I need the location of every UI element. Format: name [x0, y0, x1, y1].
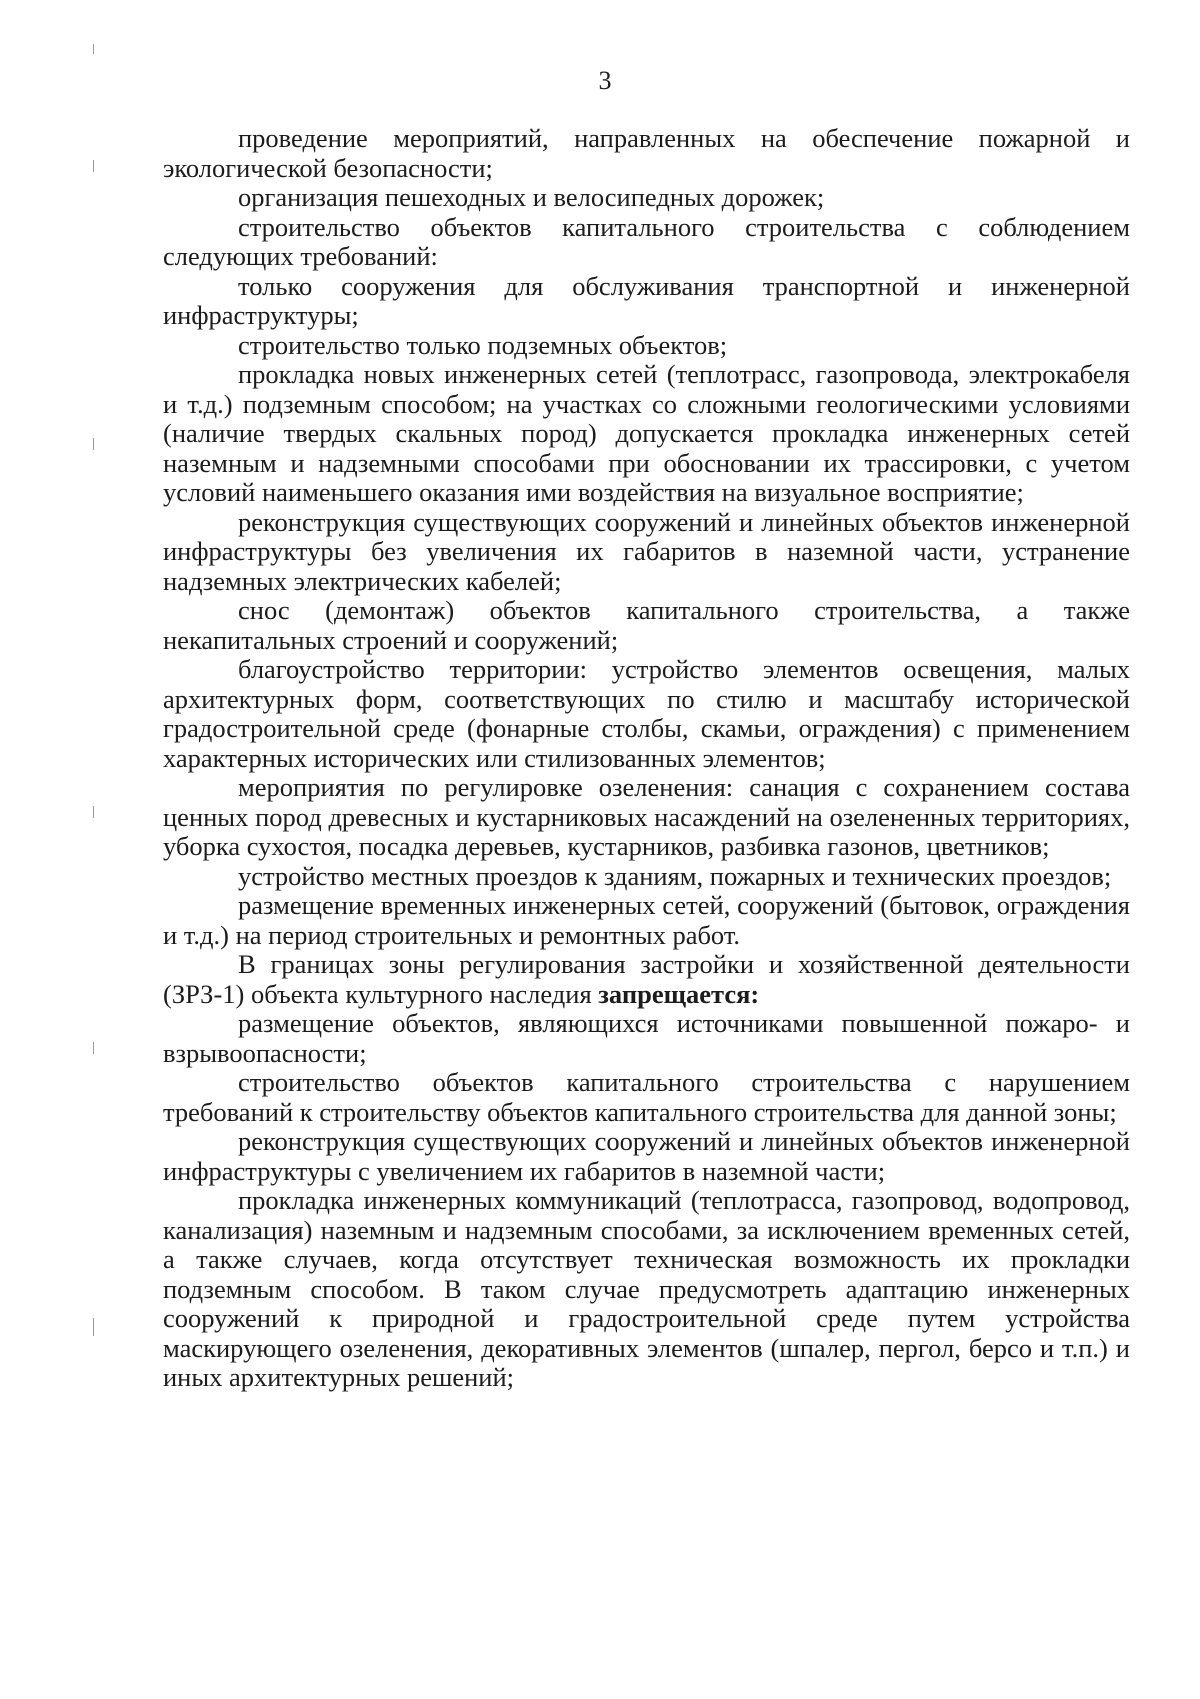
document-body — [163, 124, 1130, 1393]
page-number: 3 — [598, 66, 612, 95]
paragraph: реконструкция существующих сооружений и линейных объектов инженерной инфраструктуры без увеличения их габаритов в наземной части, устранение надземных электрических кабелей; — [163, 506, 1130, 596]
paragraph: строительство объектов капитального строительства с нарушением требований к строительству объектов капитального строительства для данной зоны; — [163, 1067, 1130, 1127]
scan-margin-mark — [93, 438, 94, 450]
paragraph: организация пешеходных и велосипедных дорожек; — [238, 182, 825, 212]
paragraph: реконструкция существующих сооружений и линейных объектов инженерной инфраструктуры с увеличением их габаритов в наземной части; — [163, 1126, 1130, 1186]
paragraph: строительство только подземных объектов; — [238, 329, 728, 360]
paragraph: В границах зоны регулирования застройки и хозяйственной деятельности (ЗРЗ-1) объекта культурного наследия запрещается: — [163, 949, 1130, 1009]
paragraph: строительство объектов капитального строительства с соблюдением следующих требований: — [163, 211, 1130, 271]
paragraph: прокладка новых инженерных сетей (теплотрасс, газопровода, электрокабеля и т.д.) подземным способом; на участках со сложными геологическими условиями (наличие твердых скальных пород) допускается прокладка инженерных сетей наземным и надземными способами при обосновании их трассировки, с учетом условий наименьшего оказания ими воздействия на визуальное восприятие; — [163, 359, 1130, 507]
scan-margin-mark — [93, 44, 94, 54]
paragraph: мероприятия по регулировке озеленения: санация с сохранением состава ценных пород древесных и кустарниковых насаждений на озелененных территориях, уборка сухостоя, посадка деревьев, кустарников, разбивка газонов, цветников; — [163, 772, 1130, 861]
paragraph: устройство местных проездов к зданиям, пожарных и технических проездов; — [238, 860, 1112, 891]
scan-margin-mark — [93, 806, 94, 818]
paragraph: снос (демонтаж) объектов капитального строительства, а также некапитальных строений и сооружений; — [163, 595, 1130, 655]
paragraph: прокладка инженерных коммуникаций (теплотрасса, газопровод, водопровод, канализация) наземным и надземным способами, за исключением временных сетей, а также случаев, когда отсутствует техническая возможность их прокладки подземным способом. В таком случае предусмотреть адаптацию инженерных сооружений к природной и градостроительной среде путем устройства маскирующего озеленения, декоративных элементов (шпалер, пергол, берсо и т.п.) и иных архитектурных решений; — [163, 1185, 1130, 1392]
paragraph: размещение временных инженерных сетей, сооружений (бытовок, ограждения и т.д.) на период строительных и ремонтных работ. — [163, 890, 1130, 950]
scan-margin-mark — [93, 1042, 94, 1054]
paragraph: благоустройство территории: устройство элементов освещения, малых архитектурных форм, соответствующих по стилю и масштабу исторической градостроительной среде (фонарные столбы, скамьи, ограждения) с применением характерных исторических или стилизованных элементов; — [163, 654, 1130, 773]
scan-margin-mark — [93, 160, 94, 172]
scan-margin-mark — [93, 1318, 94, 1336]
prohibited-heading: запрещается: — [598, 978, 760, 1009]
paragraph: размещение объектов, являющихся источниками повышенной пожаро- и взрывоопасности; — [163, 1008, 1130, 1068]
paragraph: проведение мероприятий, направленных на обеспечение пожарной и экологической безопасности; — [163, 123, 1130, 183]
paragraph: только сооружения для обслуживания транспортной и инженерной инфраструктуры; — [163, 270, 1130, 330]
